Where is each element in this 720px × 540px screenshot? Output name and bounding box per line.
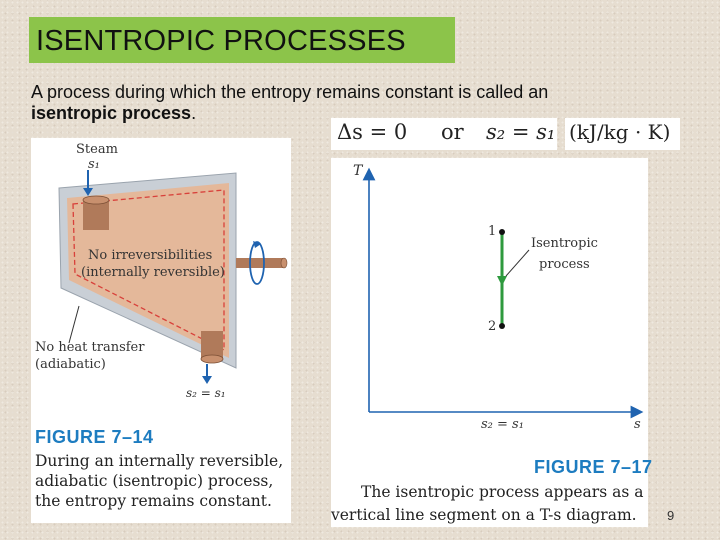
inlet-pipe <box>83 200 109 230</box>
intro-prefix: A process during which the entropy remains constant is called an <box>31 82 549 102</box>
formula-delta-s: Δs = 0 <box>337 120 408 144</box>
slide-title-box <box>29 17 455 63</box>
isentropic-annotation-line-1: Isentropic <box>531 236 598 251</box>
state-point-2 <box>499 323 505 329</box>
ts-diagram <box>331 158 648 438</box>
entropy-formula <box>331 118 557 150</box>
t-axis-label: T <box>353 163 363 179</box>
intro-suffix: . <box>191 103 197 123</box>
figure-7-17-caption-line-2: vertical line segment on a T-s diagram. <box>331 506 637 524</box>
point-2-label: 2 <box>488 319 497 334</box>
figure-7-14-panel <box>31 138 291 523</box>
no-heat-transfer-label: No heat transfer <box>35 340 145 355</box>
figure-7-17-caption-line-1: The isentropic process appears as a <box>361 483 644 501</box>
internally-reversible-label: (internally reversible) <box>81 265 225 280</box>
leader-line <box>69 306 79 343</box>
page-number: 9 <box>667 508 675 523</box>
s2-equals-s1-label: s₂ = s₁ <box>186 386 226 400</box>
no-irreversibilities-label: No irreversibilities <box>88 248 213 263</box>
adiabatic-label: (adiabatic) <box>35 357 106 372</box>
annotation-leader-line <box>506 250 529 276</box>
point-1-label: 1 <box>488 224 497 239</box>
formula-units: (kJ/kg · K) <box>569 120 671 144</box>
formula-units-box <box>565 118 680 150</box>
formula-or: or <box>441 120 464 144</box>
steam-label: Steam <box>76 142 118 157</box>
figure-7-14-caption-line-2: adiabatic (isentropic) process, <box>35 472 274 490</box>
x-axis-s2-eq-s1-label: s₂ = s₁ <box>481 417 524 432</box>
outlet-pipe-rim <box>201 355 223 363</box>
process-direction-arrowhead-icon <box>497 276 507 286</box>
figure-7-14-title: FIGURE 7–14 <box>35 427 154 447</box>
isentropic-annotation-line-2: process <box>539 257 590 272</box>
turbine-shaft <box>236 258 284 268</box>
s1-label: s₁ <box>88 157 100 172</box>
figure-7-14-caption-line-1: During an internally reversible, <box>35 452 284 470</box>
s-axis-label: s <box>634 417 641 432</box>
state-point-1 <box>499 229 505 235</box>
figure-7-17-title: FIGURE 7–17 <box>534 457 653 477</box>
shaft-end <box>281 258 287 268</box>
outflow-arrowhead-icon <box>202 376 212 384</box>
figure-7-14-caption-line-3: the entropy remains constant. <box>35 492 272 510</box>
slide-title: ISENTROPIC PROCESSES <box>36 25 406 57</box>
inlet-pipe-rim <box>83 196 109 204</box>
figure-7-17-panel <box>331 158 653 527</box>
formula-s2-eq-s1: s₂ = s₁ <box>486 120 556 144</box>
intro-bold-term: isentropic process <box>31 103 192 123</box>
